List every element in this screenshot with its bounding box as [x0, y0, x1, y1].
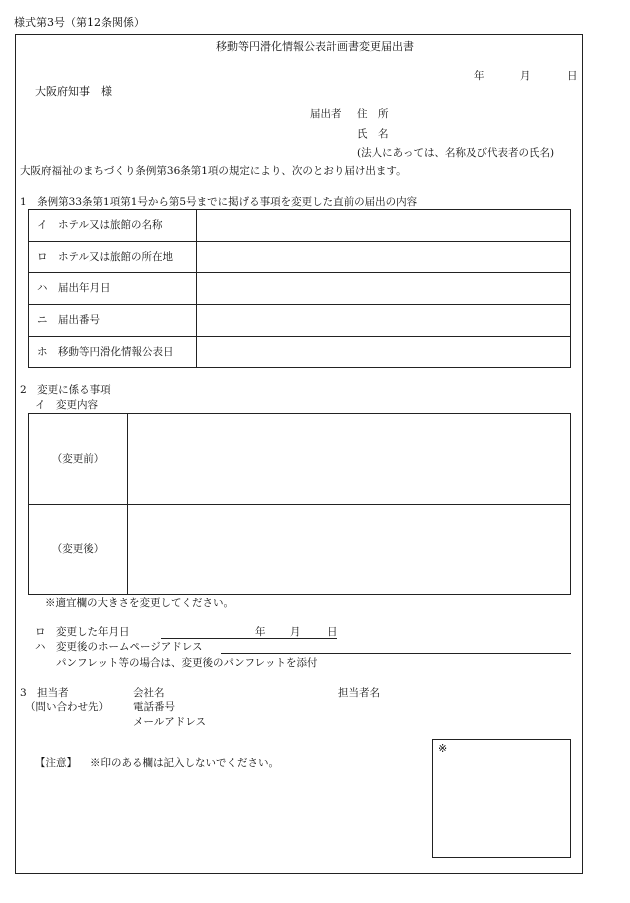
notice-label: 【注意】 [35, 757, 77, 769]
table-row [29, 210, 571, 242]
hotel-address-field[interactable] [197, 242, 571, 273]
homepage-address-field[interactable] [221, 653, 571, 654]
row-label [29, 337, 197, 368]
table-row [29, 414, 571, 505]
company-label: 会社名 [133, 687, 165, 699]
address-label: 住 所 [357, 108, 389, 120]
row-label [29, 305, 197, 337]
pamphlet-note: パンフレット等の場合は、変更後のパンフレットを添付 [56, 657, 318, 669]
row-label [29, 273, 197, 305]
email-label: メールアドレス [133, 716, 206, 728]
change-date-label: ロ 変更した年月日 [35, 626, 130, 638]
notifier-label: 届出者 [310, 108, 342, 120]
phone-label: 電話番号 [133, 701, 175, 713]
change-content-table [28, 413, 571, 595]
person-label: 担当者名 [338, 687, 380, 699]
date-day-label: 日 [567, 70, 578, 82]
after-content-field[interactable] [128, 505, 571, 595]
hotel-name-field[interactable] [197, 210, 571, 242]
change-year-label: 年 [255, 626, 266, 638]
corporation-note: (法人にあっては、名称及び代表者の氏名) [357, 147, 555, 159]
notice-text: ※印のある欄は記入しないでください。 [90, 757, 279, 769]
table-row [29, 273, 571, 305]
row-label [29, 210, 197, 242]
notification-date-field[interactable] [197, 273, 571, 305]
form-number: 様式第3号（第12条関係） [14, 16, 145, 29]
notification-number-field[interactable] [197, 305, 571, 337]
size-note: ※適宜欄の大きさを変更してください。 [45, 597, 234, 609]
before-label-cell [29, 414, 128, 505]
row-label-text: イ ホテル又は旅館の名称 [37, 219, 163, 232]
date-month-label: 月 [520, 70, 531, 82]
contact-label: （問い合わせ先） [25, 701, 109, 713]
section2-heading: 2 変更に係る事項 [20, 384, 111, 396]
row-label-text: ハ 届出年月日 [37, 282, 111, 295]
table-row [29, 505, 571, 595]
office-use-box [432, 739, 571, 858]
homepage-address-label: ハ 変更後のホームページアドレス [35, 641, 203, 653]
table-row [29, 242, 571, 273]
publication-date-field[interactable] [197, 337, 571, 368]
before-label: （変更前） [51, 452, 105, 465]
table-row [29, 337, 571, 368]
after-label-cell [29, 505, 128, 595]
previous-notification-table [28, 209, 571, 368]
after-label: （変更後） [51, 543, 105, 556]
office-use-mark: ※ [438, 742, 448, 755]
intro-text: 大阪府福祉のまちづくり条例第36条第1項の規定により、次のとおり届け出ます。 [20, 165, 407, 177]
page-title: 移動等円滑化情報公表計画書変更届出書 [216, 40, 414, 53]
addressee: 大阪府知事 様 [35, 85, 112, 98]
table-row [29, 305, 571, 337]
row-label-text: ホ 移動等円滑化情報公表日 [37, 345, 174, 358]
row-label-text: ニ 届出番号 [37, 314, 100, 327]
change-day-label: 日 [327, 626, 338, 638]
row-label-text: ロ ホテル又は旅館の所在地 [37, 250, 173, 263]
section1-heading: 1 条例第33条第1項第1号から第5号までに掲げる事項を変更した直前の届出の内容 [20, 196, 418, 208]
change-content-label: イ 変更内容 [35, 399, 98, 411]
change-date-field[interactable] [161, 638, 337, 639]
date-year-label: 年 [474, 70, 485, 82]
change-month-label: 月 [290, 626, 301, 638]
row-label [29, 242, 197, 273]
section3-heading: 3 担当者 [20, 687, 69, 699]
name-label: 氏 名 [357, 128, 389, 140]
before-content-field[interactable] [128, 414, 571, 505]
